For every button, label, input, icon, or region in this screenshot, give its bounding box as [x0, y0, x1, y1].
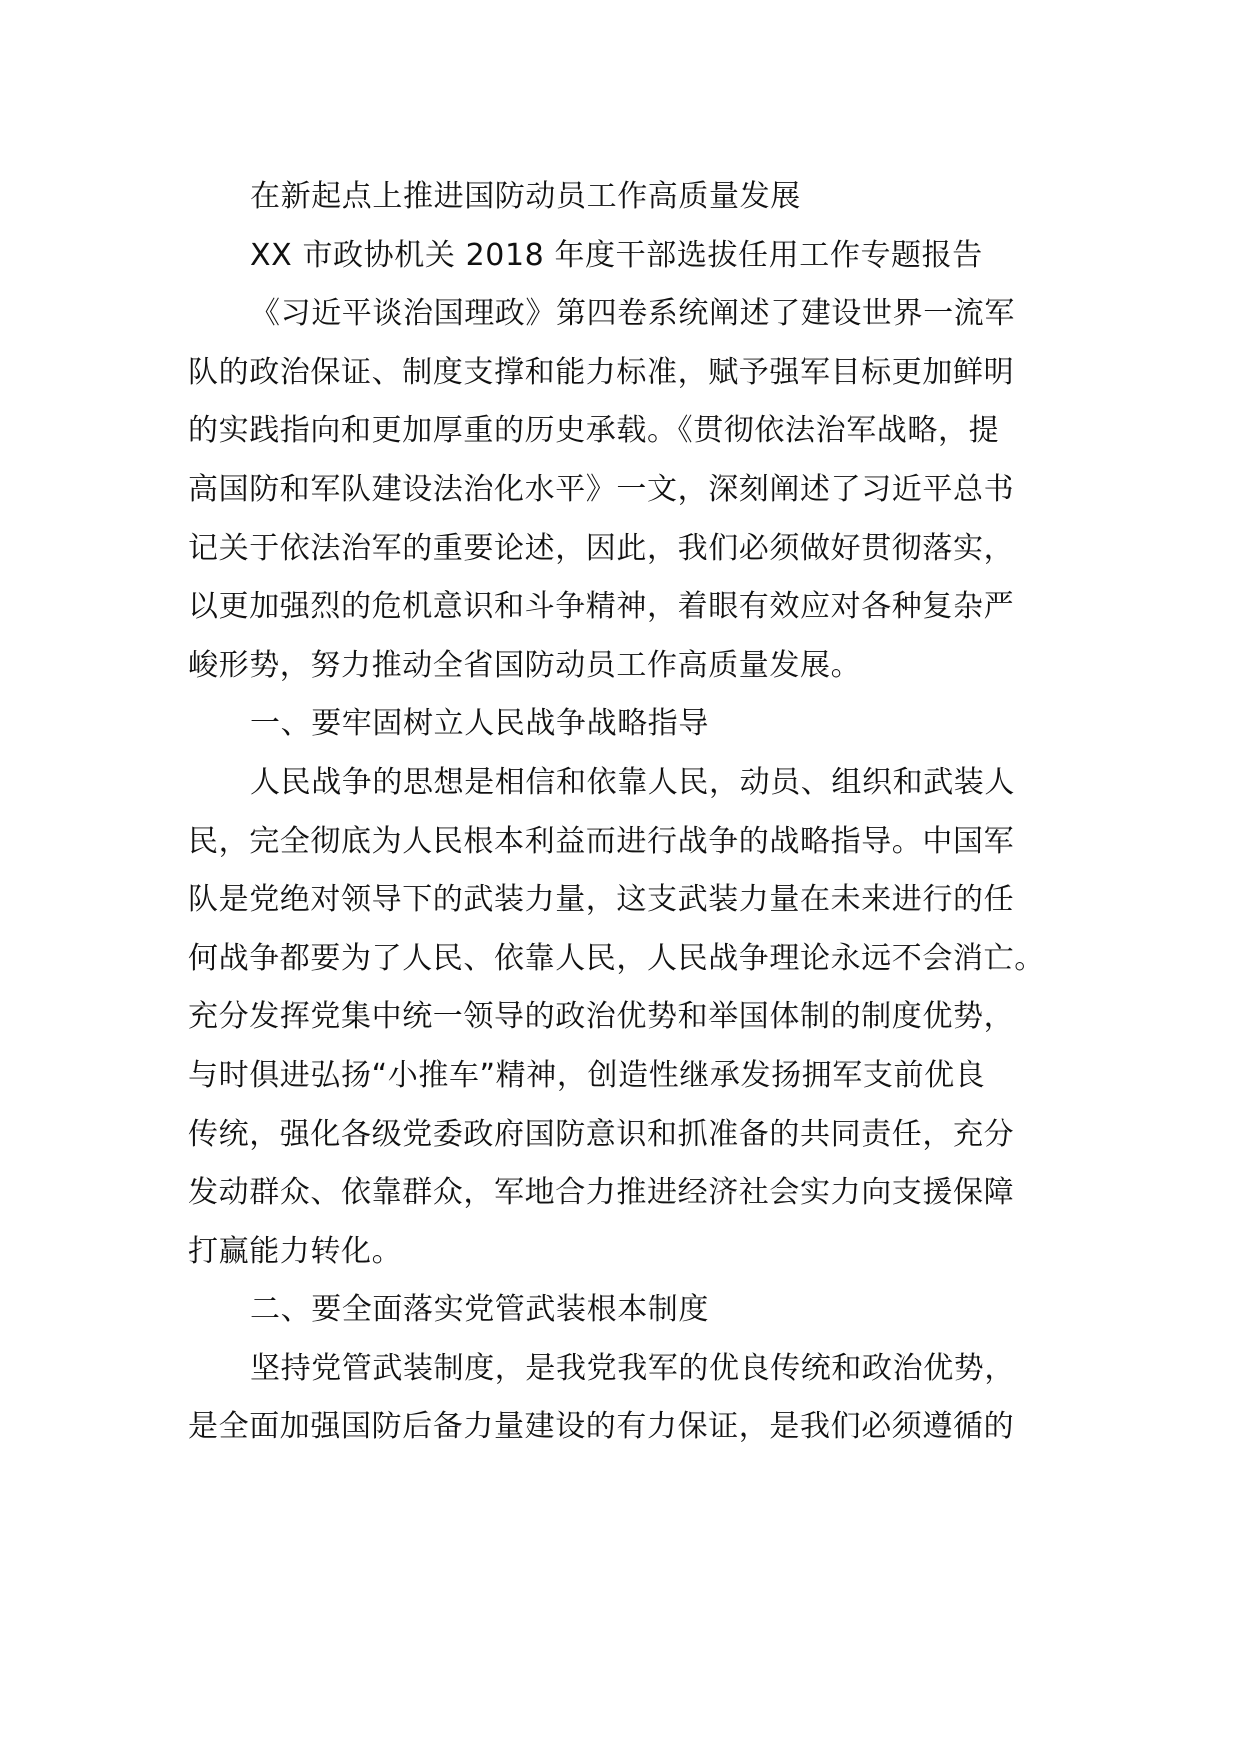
paragraph-line: 人民战争的思想是相信和依靠人民，动员、组织和武装人 [250, 764, 1015, 800]
paragraph-line: 打赢能力转化。 [188, 1233, 403, 1269]
paragraph-line: 发动群众、依靠群众，军地合力推进经济社会实力向支援保障 [188, 1175, 1015, 1211]
paragraph-line: 队的政治保证、制度支撑和能力标准，赋予强军目标更加鲜明 [188, 354, 1015, 390]
paragraph-line: 以更加强烈的危机意识和斗争精神，着眼有效应对各种复杂严 [188, 589, 1015, 625]
section-heading: 二、要全面落实党管武装根本制度 [250, 1292, 709, 1328]
document-title: 在新起点上推进国防动员工作高质量发展 [250, 179, 801, 214]
paragraph-line: 《习近平谈治国理政》第四卷系统阐述了建设世界一流军 [250, 296, 1015, 332]
section-heading: 一、要牢固树立人民战争战略指导 [250, 706, 709, 742]
paragraph-line: 传统，强化各级党委政府国防意识和抓准备的共同责任，充分 [188, 1116, 1015, 1152]
paragraph-line: 记关于依法治军的重要论述，因此，我们必须做好贯彻落实， [188, 530, 1015, 566]
paragraph-line: 与时俱进弘扬“小推车”精神，创造性继承发扬拥军支前优良 [188, 1057, 986, 1093]
paragraph-line: 高国防和军队建设法治化水平》一文，深刻阐述了习近平总书 [188, 471, 1015, 507]
paragraph-line: 的实践指向和更加厚重的历史承载。《贯彻依法治军战略，提 [188, 413, 1000, 449]
paragraph-line: 队是党绝对领导下的武装力量，这支武装力量在未来进行的任 [188, 882, 1015, 918]
paragraph-line: 何战争都要为了人民、依靠人民，人民战争理论永远不会消亡。 [188, 940, 1045, 976]
paragraph-line: 峻形势，努力推动全省国防动员工作高质量发展。 [188, 647, 862, 683]
document-page [188, 168, 1068, 1457]
paragraph-line: 充分发挥党集中统一领导的政治优势和举国体制的制度优势， [188, 999, 1015, 1035]
document-subtitle: XX 市政协机关 2018 年度干部选拔任用工作专题报告 [250, 237, 983, 273]
paragraph-line: 是全面加强国防后备力量建设的有力保证，是我们必须遵循的 [188, 1409, 1015, 1445]
paragraph-line: 民，完全彻底为人民根本利益而进行战争的战略指导。中国军 [188, 823, 1015, 859]
paragraph-line: 坚持党管武装制度，是我党我军的优良传统和政治优势， [250, 1350, 1015, 1386]
